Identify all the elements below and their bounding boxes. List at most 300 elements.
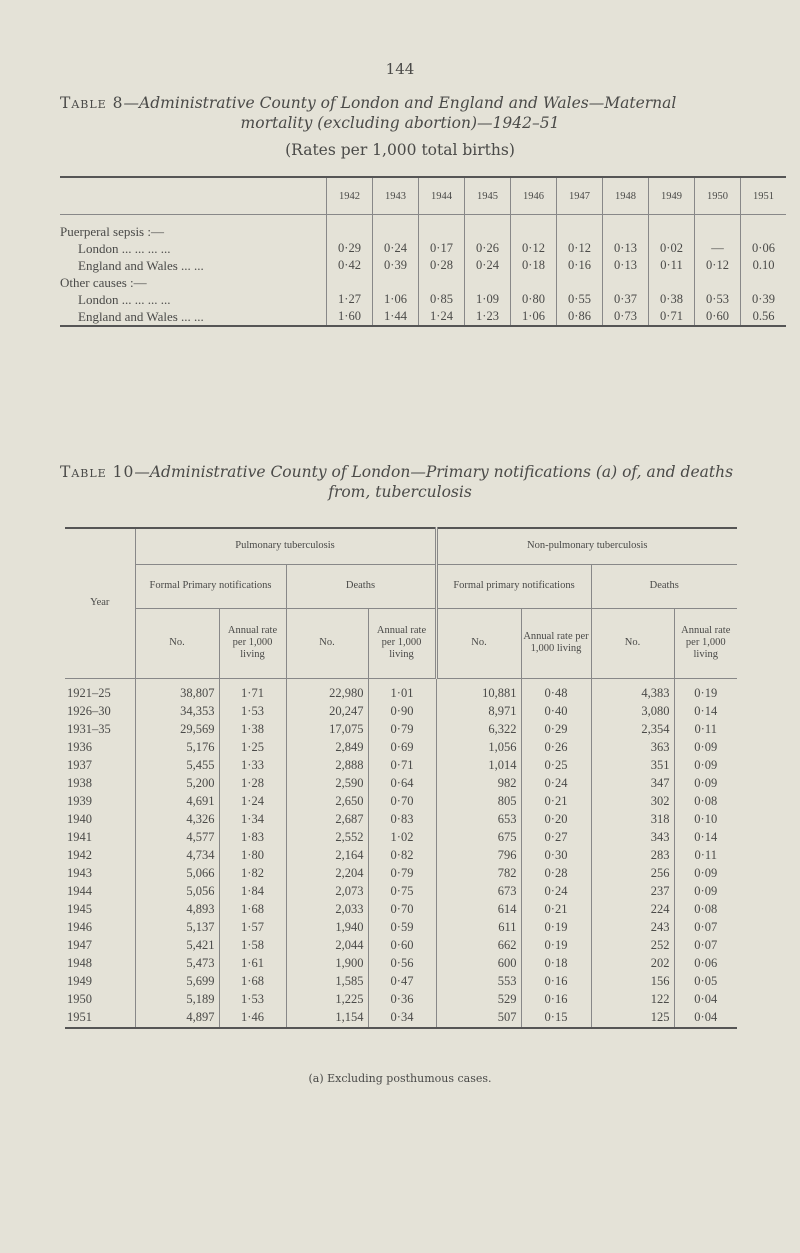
pulm-notifications-rate-cell: 1·71 <box>219 678 286 703</box>
nonpulm-notifications-no-cell: 1,056 <box>436 739 521 757</box>
rate-cell <box>741 274 787 291</box>
rate-cell: 1·23 <box>465 308 511 326</box>
table8-title-line1: —Administrative County of London and England and Wales—Maternal <box>123 94 677 112</box>
row-label: Puerperal sepsis :— <box>60 223 164 239</box>
pulm-deaths-no-cell: 1,940 <box>286 919 368 937</box>
pulm-notifications-rate-cell: 1·83 <box>219 829 286 847</box>
rate-cell: 0.10 <box>741 257 787 274</box>
pulm-notifications-no-cell: 5,189 <box>135 991 219 1009</box>
rate-cell: 1·06 <box>511 308 557 326</box>
table-row <box>65 793 737 811</box>
nonpulm-deaths-rate-cell: 0·04 <box>674 991 737 1009</box>
year-cell: 1940 <box>67 812 92 826</box>
rate-cell <box>419 274 465 291</box>
nonpulm-notifications-rate-cell: 0·26 <box>521 739 591 757</box>
pulm-deaths-no-cell: 2,033 <box>286 901 368 919</box>
table-row <box>65 775 737 793</box>
pulm-notifications-no-cell: 4,897 <box>135 1009 219 1028</box>
pulm-notifications-rate-cell: 1·84 <box>219 883 286 901</box>
pulm-deaths-no-cell: 2,204 <box>286 865 368 883</box>
year-cell: 1944 <box>67 884 92 898</box>
table-row <box>65 721 737 739</box>
rate-cell <box>557 215 603 241</box>
nonpulm-deaths-no-cell: 252 <box>591 937 674 955</box>
nonpulm-deaths-rate-cell: 0·09 <box>674 775 737 793</box>
pulm-deaths-rate-cell: 0·82 <box>368 847 436 865</box>
table-row <box>65 829 737 847</box>
nonpulm-deaths-no-cell: 283 <box>591 847 674 865</box>
table-row <box>65 703 737 721</box>
year-cell: 1951 <box>67 1010 92 1024</box>
year-cell: 1946 <box>67 920 92 934</box>
pulm-notifications-no-cell: 4,893 <box>135 901 219 919</box>
nonpulm-deaths-rate-cell: 0·14 <box>674 703 737 721</box>
rate-cell <box>511 274 557 291</box>
year-cell: 1943 <box>67 866 92 880</box>
pulm-deaths-rate-cell: 0·69 <box>368 739 436 757</box>
pulm-notifications-rate-cell: 1·24 <box>219 793 286 811</box>
nonpulm-notifications-rate-cell: 0·18 <box>521 955 591 973</box>
nonpulm-notifications-no-cell: 796 <box>436 847 521 865</box>
pulm-deaths-no-cell: 22,980 <box>286 678 368 703</box>
nonpulm-deaths-no-cell: 4,383 <box>591 678 674 703</box>
year-header: 1946 <box>511 177 557 215</box>
rate-cell <box>511 215 557 241</box>
pulm-deaths-no-cell: 2,073 <box>286 883 368 901</box>
pulm-notifications-rate-cell: 1·68 <box>219 901 286 919</box>
nonpulm-deaths-rate-cell: 0·07 <box>674 919 737 937</box>
nonpulm-deaths-no-cell: 125 <box>591 1009 674 1028</box>
rate-cell: 0·12 <box>695 257 741 274</box>
rate-cell: 0·42 <box>327 257 373 274</box>
header-formal-non-pulmonary: Formal primary notifications <box>436 564 591 608</box>
nonpulm-notifications-rate-cell: 0·24 <box>521 775 591 793</box>
nonpulm-notifications-no-cell: 553 <box>436 973 521 991</box>
rate-cell: 1·09 <box>465 291 511 308</box>
pulm-notifications-no-cell: 5,473 <box>135 955 219 973</box>
table8-corner <box>60 177 327 215</box>
table-row <box>65 847 737 865</box>
year-cell: 1945 <box>67 902 92 916</box>
pulm-deaths-no-cell: 1,585 <box>286 973 368 991</box>
year-cell: 1948 <box>67 956 92 970</box>
pulm-notifications-rate-cell: 1·46 <box>219 1009 286 1028</box>
pulm-deaths-no-cell: 1,154 <box>286 1009 368 1028</box>
year-cell: 1926–30 <box>67 704 111 718</box>
pulm-deaths-rate-cell: 0·79 <box>368 865 436 883</box>
rate-cell <box>419 215 465 241</box>
rate-cell: 0·17 <box>419 240 465 257</box>
pulm-deaths-no-cell: 17,075 <box>286 721 368 739</box>
year-cell: 1949 <box>67 974 92 988</box>
rate-cell <box>557 274 603 291</box>
pulm-deaths-rate-cell: 0·70 <box>368 901 436 919</box>
pulm-notifications-no-cell: 34,353 <box>135 703 219 721</box>
nonpulm-notifications-rate-cell: 0·21 <box>521 793 591 811</box>
year-cell: 1936 <box>67 740 92 754</box>
row-label: London ... ... ... ... <box>78 291 171 307</box>
pulm-deaths-no-cell: 2,687 <box>286 811 368 829</box>
pulm-notifications-no-cell: 4,326 <box>135 811 219 829</box>
table10-title-prefix: Table 10 <box>60 463 135 481</box>
rate-cell: 0·26 <box>465 240 511 257</box>
pulm-deaths-rate-cell: 0·75 <box>368 883 436 901</box>
pulm-notifications-no-cell: 5,455 <box>135 757 219 775</box>
table-row <box>60 308 786 326</box>
header-number: No. <box>135 608 219 678</box>
table-row <box>60 291 786 308</box>
rate-cell: 0·53 <box>695 291 741 308</box>
pulm-notifications-rate-cell: 1·61 <box>219 955 286 973</box>
nonpulm-notifications-rate-cell: 0·29 <box>521 721 591 739</box>
rate-cell <box>327 215 373 241</box>
nonpulm-notifications-rate-cell: 0·30 <box>521 847 591 865</box>
table-row <box>60 215 786 241</box>
rate-cell: 0·28 <box>419 257 465 274</box>
nonpulm-notifications-rate-cell: 0·21 <box>521 901 591 919</box>
pulm-notifications-no-cell: 29,569 <box>135 721 219 739</box>
table-row <box>60 240 786 257</box>
nonpulm-deaths-no-cell: 122 <box>591 991 674 1009</box>
table-row <box>65 883 737 901</box>
rate-cell: 0.56 <box>741 308 787 326</box>
year-cell: 1942 <box>67 848 92 862</box>
nonpulm-deaths-rate-cell: 0·10 <box>674 811 737 829</box>
nonpulm-notifications-no-cell: 611 <box>436 919 521 937</box>
nonpulm-deaths-rate-cell: 0·09 <box>674 883 737 901</box>
rate-cell: 0·39 <box>373 257 419 274</box>
rate-cell: 0·60 <box>695 308 741 326</box>
nonpulm-notifications-no-cell: 675 <box>436 829 521 847</box>
header-pulmonary: Pulmonary tuberculosis <box>135 528 436 564</box>
pulm-deaths-rate-cell: 0·34 <box>368 1009 436 1028</box>
header-number: No. <box>286 608 368 678</box>
nonpulm-notifications-no-cell: 529 <box>436 991 521 1009</box>
nonpulm-notifications-no-cell: 8,971 <box>436 703 521 721</box>
rate-cell <box>465 274 511 291</box>
rate-cell: 0·16 <box>557 257 603 274</box>
year-header: 1950 <box>695 177 741 215</box>
pulm-deaths-no-cell: 2,590 <box>286 775 368 793</box>
nonpulm-deaths-rate-cell: 0·09 <box>674 865 737 883</box>
pulm-deaths-no-cell: 2,849 <box>286 739 368 757</box>
rate-cell <box>741 215 787 241</box>
rate-cell: 0·18 <box>511 257 557 274</box>
table-row <box>65 937 737 955</box>
pulm-notifications-no-cell: 5,421 <box>135 937 219 955</box>
header-annual-rate: Annual rate per 1,000 living <box>674 608 737 678</box>
nonpulm-notifications-rate-cell: 0·28 <box>521 865 591 883</box>
header-deaths-non-pulmonary: Deaths <box>591 564 737 608</box>
nonpulm-deaths-no-cell: 224 <box>591 901 674 919</box>
year-cell: 1921–25 <box>67 686 111 700</box>
rate-cell: 0·71 <box>649 308 695 326</box>
rate-cell <box>695 215 741 241</box>
nonpulm-deaths-no-cell: 318 <box>591 811 674 829</box>
rate-cell <box>603 274 649 291</box>
pulm-deaths-no-cell: 20,247 <box>286 703 368 721</box>
rate-cell <box>465 215 511 241</box>
row-label: England and Wales ... ... <box>78 308 204 324</box>
table10-title-line2: from, tuberculosis <box>328 483 472 501</box>
row-label: England and Wales ... ... <box>78 257 204 273</box>
pulm-notifications-rate-cell: 1·38 <box>219 721 286 739</box>
pulm-notifications-no-cell: 5,699 <box>135 973 219 991</box>
year-header: 1942 <box>327 177 373 215</box>
pulm-notifications-rate-cell: 1·80 <box>219 847 286 865</box>
year-header: 1948 <box>603 177 649 215</box>
nonpulm-notifications-rate-cell: 0·40 <box>521 703 591 721</box>
nonpulm-deaths-rate-cell: 0·19 <box>674 678 737 703</box>
year-cell: 1947 <box>67 938 92 952</box>
pulm-notifications-rate-cell: 1·57 <box>219 919 286 937</box>
nonpulm-notifications-rate-cell: 0·48 <box>521 678 591 703</box>
pulm-deaths-rate-cell: 0·36 <box>368 991 436 1009</box>
header-non-pulmonary: Non-pulmonary tuberculosis <box>436 528 737 564</box>
pulm-deaths-no-cell: 2,164 <box>286 847 368 865</box>
nonpulm-notifications-rate-cell: 0·15 <box>521 1009 591 1028</box>
rate-cell <box>327 274 373 291</box>
rate-cell: 1·06 <box>373 291 419 308</box>
rate-cell <box>603 215 649 241</box>
table8-title-prefix: Table 8 <box>60 94 124 112</box>
nonpulm-deaths-rate-cell: 0·06 <box>674 955 737 973</box>
pulm-notifications-no-cell: 5,056 <box>135 883 219 901</box>
table10-title-line1: —Administrative County of London—Primary notifications (a) of, and deaths <box>134 463 734 481</box>
pulm-notifications-no-cell: 4,577 <box>135 829 219 847</box>
pulm-notifications-rate-cell: 1·33 <box>219 757 286 775</box>
rate-cell: 0·38 <box>649 291 695 308</box>
header-deaths-pulmonary: Deaths <box>286 564 436 608</box>
rate-cell: 0·86 <box>557 308 603 326</box>
nonpulm-deaths-no-cell: 343 <box>591 829 674 847</box>
nonpulm-deaths-no-cell: 351 <box>591 757 674 775</box>
pulm-deaths-no-cell: 2,552 <box>286 829 368 847</box>
table8-title-line2: mortality (excluding abortion)—1942–51 <box>240 114 560 132</box>
nonpulm-deaths-no-cell: 363 <box>591 739 674 757</box>
rate-cell: 0·12 <box>511 240 557 257</box>
pulm-deaths-rate-cell: 0·59 <box>368 919 436 937</box>
page-number: 144 <box>385 60 415 78</box>
table8-maternal-mortality <box>60 176 786 327</box>
rate-cell <box>695 274 741 291</box>
nonpulm-notifications-rate-cell: 0·24 <box>521 883 591 901</box>
row-label: Other causes :— <box>60 274 147 290</box>
pulm-notifications-no-cell: 5,066 <box>135 865 219 883</box>
table-row <box>65 678 737 703</box>
table-row <box>65 811 737 829</box>
header-year: Year <box>65 528 135 678</box>
table-row <box>65 1009 737 1028</box>
nonpulm-notifications-rate-cell: 0·16 <box>521 973 591 991</box>
table-row <box>60 257 786 274</box>
year-header: 1947 <box>557 177 603 215</box>
pulm-notifications-no-cell: 4,691 <box>135 793 219 811</box>
pulm-deaths-no-cell: 1,225 <box>286 991 368 1009</box>
pulm-notifications-rate-cell: 1·25 <box>219 739 286 757</box>
table10-title <box>60 462 740 502</box>
nonpulm-deaths-no-cell: 202 <box>591 955 674 973</box>
nonpulm-notifications-rate-cell: 0·19 <box>521 937 591 955</box>
pulm-notifications-no-cell: 4,734 <box>135 847 219 865</box>
pulm-deaths-no-cell: 2,044 <box>286 937 368 955</box>
pulm-deaths-rate-cell: 0·83 <box>368 811 436 829</box>
pulm-deaths-rate-cell: 0·60 <box>368 937 436 955</box>
rate-cell <box>373 215 419 241</box>
pulm-notifications-rate-cell: 1·68 <box>219 973 286 991</box>
nonpulm-deaths-rate-cell: 0·11 <box>674 847 737 865</box>
pulm-notifications-no-cell: 5,200 <box>135 775 219 793</box>
pulm-deaths-rate-cell: 0·79 <box>368 721 436 739</box>
year-cell: 1950 <box>67 992 92 1006</box>
nonpulm-notifications-no-cell: 614 <box>436 901 521 919</box>
nonpulm-notifications-no-cell: 653 <box>436 811 521 829</box>
rate-cell: 0·24 <box>373 240 419 257</box>
pulm-deaths-no-cell: 2,650 <box>286 793 368 811</box>
nonpulm-deaths-no-cell: 243 <box>591 919 674 937</box>
nonpulm-deaths-rate-cell: 0·08 <box>674 901 737 919</box>
pulm-deaths-rate-cell: 0·70 <box>368 793 436 811</box>
nonpulm-notifications-rate-cell: 0·27 <box>521 829 591 847</box>
year-header: 1945 <box>465 177 511 215</box>
rate-cell: 0·13 <box>603 240 649 257</box>
nonpulm-notifications-no-cell: 673 <box>436 883 521 901</box>
pulm-deaths-rate-cell: 0·64 <box>368 775 436 793</box>
nonpulm-notifications-no-cell: 782 <box>436 865 521 883</box>
header-annual-rate: Annual rate per 1,000 living <box>521 608 591 678</box>
nonpulm-notifications-rate-cell: 0·16 <box>521 991 591 1009</box>
rate-cell: 0·55 <box>557 291 603 308</box>
rate-cell: 0·85 <box>419 291 465 308</box>
nonpulm-deaths-no-cell: 156 <box>591 973 674 991</box>
table8-subtitle: (Rates per 1,000 total births) <box>285 141 515 159</box>
table-row <box>65 991 737 1009</box>
rate-cell: 0·73 <box>603 308 649 326</box>
nonpulm-deaths-rate-cell: 0·07 <box>674 937 737 955</box>
rate-cell: 0·24 <box>465 257 511 274</box>
nonpulm-deaths-rate-cell: 0·05 <box>674 973 737 991</box>
year-cell: 1941 <box>67 830 92 844</box>
header-annual-rate: Annual rate per 1,000 living <box>368 608 436 678</box>
year-cell: 1939 <box>67 794 92 808</box>
rate-cell <box>649 215 695 241</box>
pulm-deaths-no-cell: 2,888 <box>286 757 368 775</box>
pulm-deaths-rate-cell: 0·56 <box>368 955 436 973</box>
header-number: No. <box>436 608 521 678</box>
nonpulm-deaths-rate-cell: 0·09 <box>674 757 737 775</box>
pulm-notifications-rate-cell: 1·34 <box>219 811 286 829</box>
nonpulm-notifications-no-cell: 1,014 <box>436 757 521 775</box>
table-row <box>65 901 737 919</box>
pulm-notifications-no-cell: 38,807 <box>135 678 219 703</box>
table-row <box>60 274 786 291</box>
year-header: 1943 <box>373 177 419 215</box>
pulm-notifications-no-cell: 5,176 <box>135 739 219 757</box>
table-row <box>65 739 737 757</box>
nonpulm-deaths-no-cell: 237 <box>591 883 674 901</box>
rate-cell: 0·37 <box>603 291 649 308</box>
row-label: London ... ... ... ... <box>78 240 171 256</box>
year-cell: 1937 <box>67 758 92 772</box>
pulm-deaths-rate-cell: 0·90 <box>368 703 436 721</box>
year-header: 1951 <box>741 177 787 215</box>
rate-cell: 0·06 <box>741 240 787 257</box>
rate-cell: — <box>695 240 741 257</box>
pulm-deaths-rate-cell: 0·47 <box>368 973 436 991</box>
nonpulm-deaths-no-cell: 302 <box>591 793 674 811</box>
pulm-notifications-no-cell: 5,137 <box>135 919 219 937</box>
pulm-deaths-rate-cell: 1·01 <box>368 678 436 703</box>
nonpulm-deaths-no-cell: 3,080 <box>591 703 674 721</box>
pulm-deaths-no-cell: 1,900 <box>286 955 368 973</box>
year-cell: 1931–35 <box>67 722 111 736</box>
pulm-deaths-rate-cell: 1·02 <box>368 829 436 847</box>
year-header: 1944 <box>419 177 465 215</box>
rate-cell <box>649 274 695 291</box>
nonpulm-deaths-rate-cell: 0·11 <box>674 721 737 739</box>
table-row <box>65 973 737 991</box>
header-formal-pulmonary: Formal Primary notifications <box>135 564 286 608</box>
table-row <box>65 955 737 973</box>
rate-cell: 1·27 <box>327 291 373 308</box>
nonpulm-deaths-rate-cell: 0·09 <box>674 739 737 757</box>
pulm-deaths-rate-cell: 0·71 <box>368 757 436 775</box>
pulm-notifications-rate-cell: 1·53 <box>219 703 286 721</box>
nonpulm-notifications-no-cell: 507 <box>436 1009 521 1028</box>
table-row <box>65 757 737 775</box>
rate-cell: 1·44 <box>373 308 419 326</box>
nonpulm-notifications-rate-cell: 0·19 <box>521 919 591 937</box>
nonpulm-deaths-rate-cell: 0·08 <box>674 793 737 811</box>
nonpulm-notifications-no-cell: 805 <box>436 793 521 811</box>
rate-cell: 1·60 <box>327 308 373 326</box>
nonpulm-notifications-rate-cell: 0·20 <box>521 811 591 829</box>
header-annual-rate: Annual rate per 1,000 living <box>219 608 286 678</box>
footnote: (a) Excluding posthumous cases. <box>308 1072 492 1085</box>
pulm-notifications-rate-cell: 1·28 <box>219 775 286 793</box>
nonpulm-notifications-no-cell: 6,322 <box>436 721 521 739</box>
rate-cell: 0·13 <box>603 257 649 274</box>
year-cell: 1938 <box>67 776 92 790</box>
table-row <box>65 919 737 937</box>
nonpulm-deaths-rate-cell: 0·14 <box>674 829 737 847</box>
year-header: 1949 <box>649 177 695 215</box>
nonpulm-notifications-no-cell: 662 <box>436 937 521 955</box>
rate-cell: 0·12 <box>557 240 603 257</box>
nonpulm-notifications-no-cell: 600 <box>436 955 521 973</box>
rate-cell: 1·24 <box>419 308 465 326</box>
pulm-notifications-rate-cell: 1·53 <box>219 991 286 1009</box>
rate-cell: 0·11 <box>649 257 695 274</box>
header-number: No. <box>591 608 674 678</box>
rate-cell: 0·29 <box>327 240 373 257</box>
pulm-notifications-rate-cell: 1·58 <box>219 937 286 955</box>
table-row <box>65 865 737 883</box>
rate-cell: 0·80 <box>511 291 557 308</box>
nonpulm-deaths-no-cell: 347 <box>591 775 674 793</box>
nonpulm-deaths-no-cell: 256 <box>591 865 674 883</box>
table10-tuberculosis <box>65 527 737 1029</box>
rate-cell: 0·39 <box>741 291 787 308</box>
table8-title <box>60 93 740 160</box>
nonpulm-deaths-rate-cell: 0·04 <box>674 1009 737 1028</box>
nonpulm-notifications-no-cell: 10,881 <box>436 678 521 703</box>
nonpulm-notifications-no-cell: 982 <box>436 775 521 793</box>
nonpulm-notifications-rate-cell: 0·25 <box>521 757 591 775</box>
rate-cell <box>373 274 419 291</box>
pulm-notifications-rate-cell: 1·82 <box>219 865 286 883</box>
nonpulm-deaths-no-cell: 2,354 <box>591 721 674 739</box>
